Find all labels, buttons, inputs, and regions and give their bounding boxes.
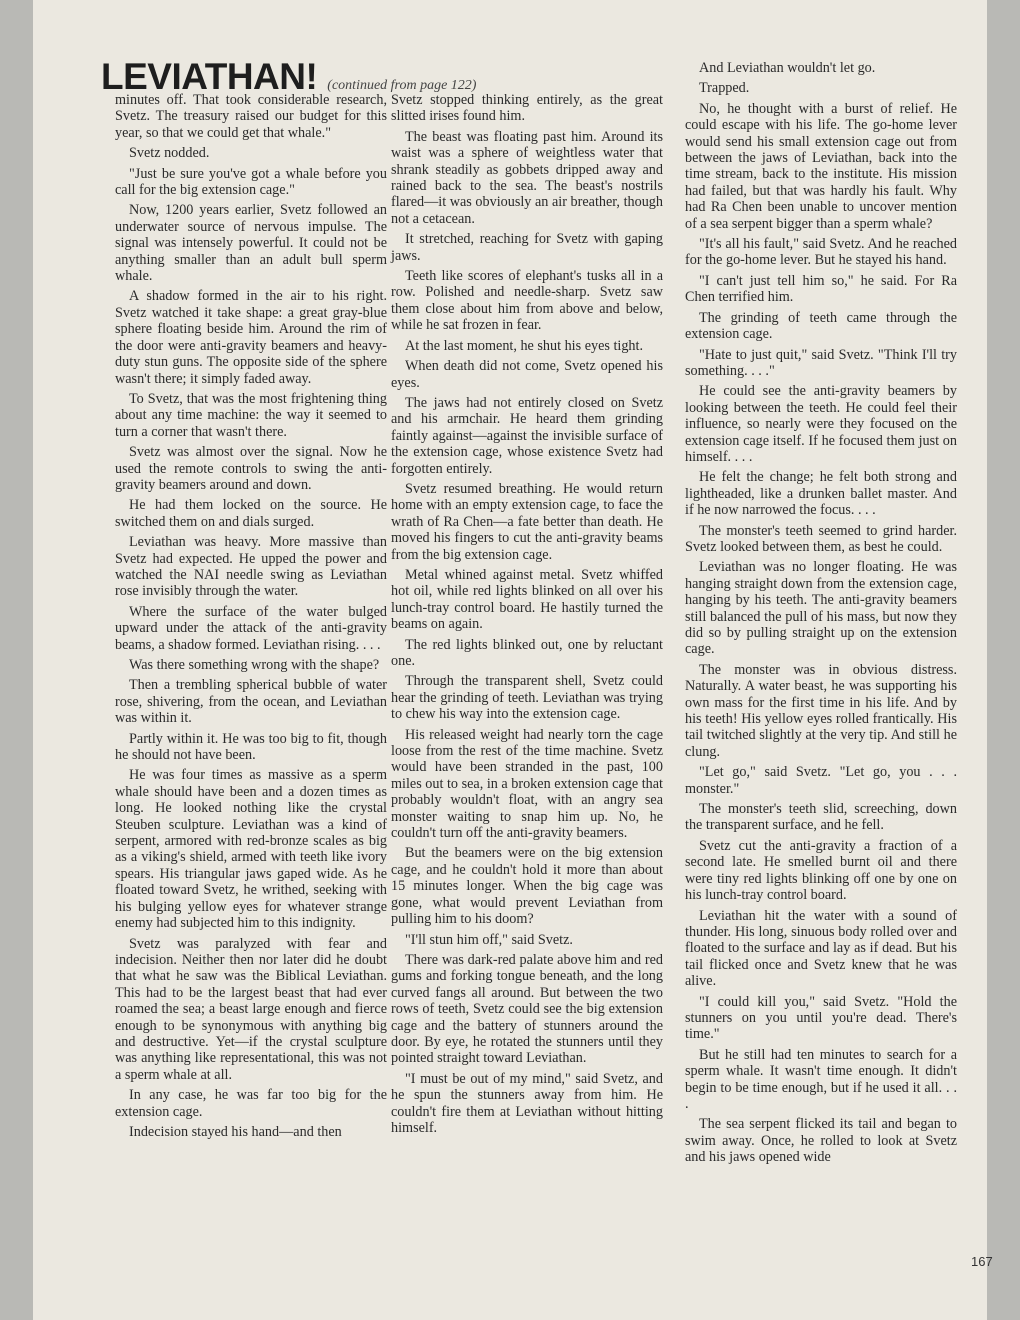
paragraph: He was four times as massive as a sperm whale should have been and a dozen times as long. He looked nothing like the crystal Steuben sculpture. Leviathan was a kind of serpent, armored with red-bronze scales as big as a viking's shield, armed with teeth like ivory spears. His triangular jaws gaped wide. As he floated toward Svetz, he writhed, seeking with his bulging yellow eyes for whatever strange enemy had subjected him to this indignity. bbox=[115, 767, 387, 932]
text-column-3 bbox=[685, 60, 957, 1170]
paragraph: "I can't just tell him so," he said. For Ra Chen terrified him. bbox=[685, 272, 957, 306]
paragraph: "It's all his fault," said Svetz. And he reached for the go-home lever. But he stayed his hand. bbox=[685, 236, 957, 269]
paragraph: At the last moment, he shut his eyes tight. bbox=[405, 337, 644, 354]
article-title: LEVIATHAN! bbox=[101, 56, 318, 97]
continuation-note: (continued from page 122) bbox=[327, 78, 477, 93]
paragraph: Svetz was almost over the signal. Now he used the remote controls to swing the anti-gravity beamers around and down. bbox=[115, 444, 387, 493]
paragraph: But the beamers were on the big extension cage, and he couldn't hold it more than about 15 minutes longer. When the big cage was gone, what would prevent Leviathan from pulling him to his doom? bbox=[391, 845, 663, 928]
paragraph: Metal whined against metal. Svetz whiffed hot oil, while red lights blinked on all over his lunch-tray control board. He hastily turned the beams on again. bbox=[391, 566, 663, 633]
paragraph: There was dark-red palate above him and red gums and forking tongue beneath, and the long curved fangs all around. But between the two rows of teeth, Svetz could see the big extension cage and the battery of stunners around the door. By eye, he rotated the stunners until they pointed straight toward Leviathan. bbox=[391, 951, 663, 1067]
paragraph: Where the surface of the water bulged upward under the attack of the anti-gravity beams, a shadow formed. Leviathan rising. . . . bbox=[115, 603, 387, 653]
paragraph: Svetz was paralyzed with fear and indecision. Neither then nor later did he doubt that what he saw was the Biblical Leviathan. This had to be the largest beast that had ever roamed the sea; a beast large enough and fierce enough to be synonymous with anything big and destructive. Yet—if the crystal sculpture was anything like representational, this was not a sperm whale at all. bbox=[115, 935, 387, 1083]
paragraph: The beast was floating past him. Around its waist was a sphere of weightless water that shrank steadily as gobbets dripped away and rained back to the sea. The beast's nostrils flared—it was obviously an air breather, though not a cetacean. bbox=[391, 128, 663, 227]
paragraph: The monster's teeth slid, screeching, down the transparent surface, and he fell. bbox=[685, 801, 957, 834]
paragraph: The jaws had not entirely closed on Svetz and his armchair. He heard them grinding faintly against—against the invisible surface of the extension cage, whose existence Svetz had forgotten entirely. bbox=[391, 394, 663, 477]
paragraph: It stretched, reaching for Svetz with gaping jaws. bbox=[391, 231, 663, 264]
paragraph: "Let go," said Svetz. "Let go, you . . . monster." bbox=[685, 764, 957, 797]
paragraph: To Svetz, that was the most frightening thing about any time machine: the way it seemed to turn a corner that wasn't there. bbox=[115, 390, 387, 440]
paragraph: Partly within it. He was too big to fit, though he should not have been. bbox=[115, 730, 387, 764]
paragraph: The grinding of teeth came through the extension cage. bbox=[685, 309, 957, 343]
paragraph: "I'll stun him off," said Svetz. bbox=[405, 931, 573, 948]
paragraph: Leviathan was no longer floating. He was hanging straight down from the extension cage, hanging by his teeth. The anti-gravity beamers still balanced the pull of his mass, but now they did so by pulling straight up on the extension cage. bbox=[685, 559, 957, 658]
paragraph: "I could kill you," said Svetz. "Hold the stunners on you until you're dead. There's time." bbox=[685, 993, 957, 1043]
paragraph: And Leviathan wouldn't let go. bbox=[699, 60, 876, 76]
magazine-page bbox=[33, 0, 993, 1320]
paragraph: He felt the change; he felt both strong and lightheaded, like a drunken ballet master. And if he now narrowed the focus. . . . bbox=[685, 469, 957, 519]
page-number: 167 bbox=[971, 1254, 993, 1269]
paragraph: Through the transparent shell, Svetz could hear the grinding of teeth. Leviathan was trying to chew his way into the extension cage. bbox=[391, 673, 663, 723]
paragraph: Was there something wrong with the shape? bbox=[129, 657, 380, 673]
paragraph: Trapped. bbox=[699, 80, 750, 97]
paragraph: But he still had ten minutes to search for a sperm whale. It wasn't time enough. It didn't begin to be time enough, but if he used it all. . . . bbox=[685, 1046, 957, 1112]
paragraph: The monster's teeth seemed to grind harder. Svetz looked between them, as best he could. bbox=[685, 522, 957, 555]
text-column-1 bbox=[115, 92, 387, 1144]
paragraph: Indecision stayed his hand—and then bbox=[129, 1123, 342, 1140]
paragraph: He had them locked on the source. He switched them on and dials surged. bbox=[115, 497, 387, 530]
paragraph: His released weight had nearly torn the cage loose from the rest of the time machine. Svetz would have been stranded in the past, 100 miles out to sea, in a broken extension cage that probably wouldn't float, with an angry sea monster waiting to snap him up. No, he couldn't turn off the anti-gravity beamers. bbox=[391, 726, 663, 842]
paragraph: The red lights blinked out, one by reluctant one. bbox=[391, 636, 663, 669]
paragraph: No, he thought with a burst of relief. He could escape with his life. The go-home lever would send his small extension cage out from between the jaws of Leviathan, back into the time stream, back to the institute. His mission had failed, but that was hardly his fault. Why had Ra Chen been unable to uncover mention of a sea serpent bigger than a sperm whale? bbox=[685, 100, 957, 232]
paragraph: When death did not come, Svetz opened his eyes. bbox=[391, 358, 663, 391]
paragraph: In any case, he was far too big for the extension cage. bbox=[115, 1087, 387, 1120]
paragraph: "Just be sure you've got a whale before you call for the big extension cage." bbox=[115, 165, 387, 199]
paragraph: minutes off. That took considerable research, Svetz. The treasury raised our budget for this year, so that we could get that whale." bbox=[115, 92, 387, 141]
paragraph: The sea serpent flicked its tail and began to swim away. Once, he rolled to look at Svetz and his jaws opened wide bbox=[685, 1116, 957, 1166]
paragraph: The monster was in obvious distress. Naturally. A water beast, he was supporting his own mass for the first time in his life. And by his teeth! His yellow eyes rolled frantically. His tail twitched slightly at the very tip. And still he clung. bbox=[685, 661, 957, 760]
paragraph: Leviathan hit the water with a sound of thunder. His long, sinuous body rolled over and floated to the surface and lay as if dead. But his tail flicked once and Svetz knew that he was alive. bbox=[685, 907, 957, 990]
paragraph: Teeth like scores of elephant's tusks all in a row. Polished and needle-sharp. Svetz saw them close about him from above and below, while he sat frozen in fear. bbox=[391, 268, 663, 334]
paragraph: Svetz cut the anti-gravity a fraction of a second late. He smelled burnt oil and there were tiny red lights blinking off one by one on his lunch-tray control board. bbox=[685, 837, 957, 904]
paragraph: Now, 1200 years earlier, Svetz followed an underwater source of nervous impulse. The signal was intensely powerful. It could not be anything smaller than an adult bull sperm whale. bbox=[115, 202, 387, 285]
paragraph: Leviathan was heavy. More massive than Svetz had expected. He upped the power and watched the NAI needle swing as Leviathan rose invisibly through the water. bbox=[115, 534, 387, 600]
paragraph: "I must be out of my mind," said Svetz, and he spun the stunners away from him. He couldn't fire them at Leviathan without hitting himself. bbox=[391, 1070, 663, 1136]
paragraph: "Hate to just quit," said Svetz. "Think I'll try something. . . ." bbox=[685, 346, 957, 379]
paragraph: Svetz nodded. bbox=[129, 145, 210, 162]
paragraph: He could see the anti-gravity beamers by looking between the teeth. He could feel their influence, so nearly were they focused on the extension cage itself. If he focused them just on himself. . . . bbox=[685, 383, 957, 465]
text-column-2 bbox=[391, 92, 663, 1140]
paragraph: Svetz stopped thinking entirely, as the great slitted irises found him. bbox=[391, 92, 663, 125]
paragraph: Then a trembling spherical bubble of water rose, shivering, from the ocean, and Leviathan was within it. bbox=[115, 677, 387, 727]
paragraph: A shadow formed in the air to his right. Svetz watched it take shape: a great gray-blue sphere floating beside him. Around the rim of the door were anti-gravity beamers and heavy-duty stun guns. The opposite side of the sphere wasn't there; it simply faded away. bbox=[115, 288, 387, 387]
paragraph: Svetz resumed breathing. He would return home with an empty extension cage, to face the wrath of Ra Chen—a fate better than death. He moved his fingers to cut the anti-gravity beams from the big extension cage. bbox=[391, 480, 663, 563]
